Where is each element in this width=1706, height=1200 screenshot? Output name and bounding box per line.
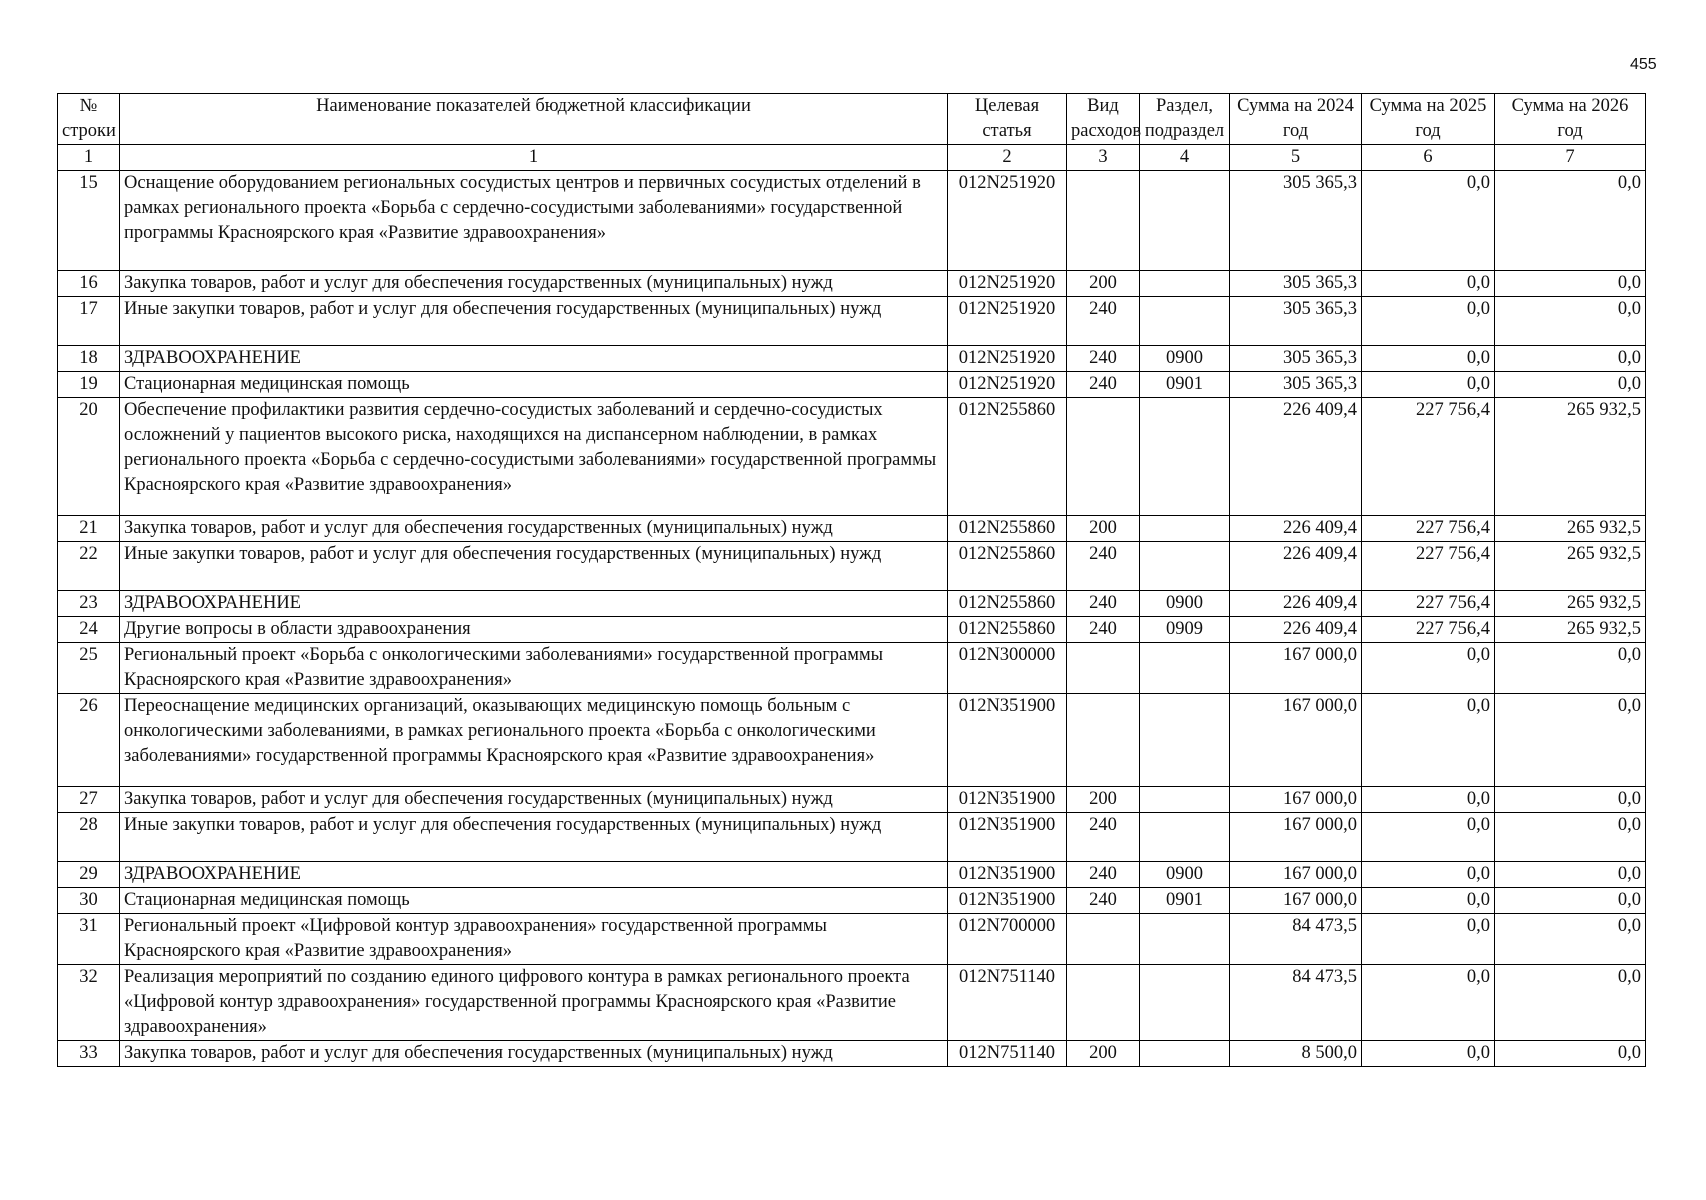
table-row [58, 372, 1646, 398]
row-expense-kind: 240 [1067, 862, 1140, 888]
page-number: 455 [1630, 56, 1657, 73]
row-sum-2024: 167 000,0 [1230, 643, 1362, 694]
table-row [58, 297, 1646, 346]
row-sum-2024: 226 409,4 [1230, 542, 1362, 591]
row-expense-kind [1067, 171, 1140, 271]
row-sum-2025: 0,0 [1362, 171, 1495, 271]
row-sum-2026: 0,0 [1495, 297, 1646, 346]
row-name: Реализация мероприятий по созданию единого цифрового контура в рамках регионального проекта «Цифровой контур здравоохранения» государственной программы Красноярского края «Развитие здравоохранения» [120, 965, 948, 1041]
row-sum-2026: 0,0 [1495, 1041, 1646, 1067]
row-section [1140, 813, 1230, 862]
row-number: 33 [58, 1041, 120, 1067]
row-number: 18 [58, 346, 120, 372]
header-target: Целевая статья [948, 94, 1067, 145]
row-number: 17 [58, 297, 120, 346]
row-sum-2025: 227 756,4 [1362, 617, 1495, 643]
row-sum-2026: 0,0 [1495, 914, 1646, 965]
row-sum-2026: 0,0 [1495, 787, 1646, 813]
row-section: 0900 [1140, 346, 1230, 372]
row-number: 29 [58, 862, 120, 888]
row-expense-kind [1067, 694, 1140, 787]
row-expense-kind [1067, 914, 1140, 965]
row-target-code: 012N255860 [948, 398, 1067, 516]
table-row [58, 617, 1646, 643]
row-section [1140, 787, 1230, 813]
row-sum-2025: 0,0 [1362, 1041, 1495, 1067]
row-section: 0909 [1140, 617, 1230, 643]
row-sum-2024: 167 000,0 [1230, 694, 1362, 787]
row-expense-kind: 240 [1067, 346, 1140, 372]
row-sum-2025: 0,0 [1362, 372, 1495, 398]
row-sum-2026: 265 932,5 [1495, 542, 1646, 591]
row-expense-kind: 240 [1067, 542, 1140, 591]
row-sum-2024: 84 473,5 [1230, 914, 1362, 965]
row-expense-kind: 200 [1067, 516, 1140, 542]
row-section: 0901 [1140, 372, 1230, 398]
row-number: 16 [58, 271, 120, 297]
row-target-code: 012N351900 [948, 888, 1067, 914]
col-number: 1 [58, 145, 120, 171]
row-name: ЗДРАВООХРАНЕНИЕ [120, 346, 948, 372]
row-target-code: 012N251920 [948, 346, 1067, 372]
row-sum-2025: 227 756,4 [1362, 542, 1495, 591]
row-number: 32 [58, 965, 120, 1041]
row-number: 28 [58, 813, 120, 862]
row-sum-2024: 167 000,0 [1230, 862, 1362, 888]
row-name: Оснащение оборудованием региональных сосудистых центров и первичных сосудистых отделений в рамках регионального проекта «Борьба с сердечно-сосудистыми заболеваниями» государственной программы Красноярского края «Развитие здравоохранения» [120, 171, 948, 271]
table-header-row [58, 94, 1646, 145]
budget-table [57, 93, 1646, 1067]
row-sum-2025: 0,0 [1362, 914, 1495, 965]
row-sum-2026: 265 932,5 [1495, 516, 1646, 542]
row-number: 21 [58, 516, 120, 542]
row-target-code: 012N751140 [948, 965, 1067, 1041]
row-number: 22 [58, 542, 120, 591]
row-sum-2025: 0,0 [1362, 888, 1495, 914]
table-row [58, 271, 1646, 297]
row-sum-2026: 0,0 [1495, 888, 1646, 914]
row-expense-kind: 240 [1067, 617, 1140, 643]
row-target-code: 012N351900 [948, 694, 1067, 787]
row-expense-kind: 240 [1067, 591, 1140, 617]
row-target-code: 012N700000 [948, 914, 1067, 965]
row-name: Иные закупки товаров, работ и услуг для обеспечения государственных (муниципальных) нужд [120, 813, 948, 862]
row-section [1140, 297, 1230, 346]
row-sum-2024: 305 365,3 [1230, 271, 1362, 297]
col-number: 4 [1140, 145, 1230, 171]
row-expense-kind: 240 [1067, 297, 1140, 346]
row-expense-kind: 200 [1067, 787, 1140, 813]
row-target-code: 012N351900 [948, 787, 1067, 813]
row-section [1140, 643, 1230, 694]
table-row [58, 398, 1646, 516]
header-sum-2025: Сумма на 2025 год [1362, 94, 1495, 145]
row-expense-kind [1067, 965, 1140, 1041]
row-name: Региональный проект «Цифровой контур здравоохранения» государственной программы Красноярского края «Развитие здравоохранения» [120, 914, 948, 965]
row-expense-kind: 240 [1067, 888, 1140, 914]
row-section [1140, 965, 1230, 1041]
table-row [58, 862, 1646, 888]
row-sum-2026: 0,0 [1495, 965, 1646, 1041]
row-name: Закупка товаров, работ и услуг для обеспечения государственных (муниципальных) нужд [120, 516, 948, 542]
table-row [58, 694, 1646, 787]
row-number: 26 [58, 694, 120, 787]
row-sum-2025: 0,0 [1362, 862, 1495, 888]
table-row [58, 591, 1646, 617]
row-sum-2024: 226 409,4 [1230, 516, 1362, 542]
row-expense-kind [1067, 398, 1140, 516]
row-target-code: 012N251920 [948, 171, 1067, 271]
row-number: 25 [58, 643, 120, 694]
row-name: Иные закупки товаров, работ и услуг для обеспечения государственных (муниципальных) нужд [120, 297, 948, 346]
col-number: 2 [948, 145, 1067, 171]
row-target-code: 012N751140 [948, 1041, 1067, 1067]
row-number: 31 [58, 914, 120, 965]
row-sum-2026: 0,0 [1495, 271, 1646, 297]
row-name: ЗДРАВООХРАНЕНИЕ [120, 591, 948, 617]
row-sum-2024: 226 409,4 [1230, 591, 1362, 617]
row-sum-2025: 0,0 [1362, 297, 1495, 346]
row-target-code: 012N300000 [948, 643, 1067, 694]
table-row [58, 542, 1646, 591]
row-sum-2026: 0,0 [1495, 346, 1646, 372]
row-name: Закупка товаров, работ и услуг для обеспечения государственных (муниципальных) нужд [120, 271, 948, 297]
table-row [58, 965, 1646, 1041]
row-name: Обеспечение профилактики развития сердечно-сосудистых заболеваний и сердечно-сосудистых осложнений у пациентов высокого риска, находящихся на диспансерном наблюдении, в рамках регионального проекта «Борьба с сердечно-сосудистыми заболеваниями» государственной программы Красноярского края «Развитие здравоохранения» [120, 398, 948, 516]
col-number: 3 [1067, 145, 1140, 171]
row-sum-2025: 0,0 [1362, 787, 1495, 813]
row-expense-kind [1067, 643, 1140, 694]
row-sum-2024: 167 000,0 [1230, 787, 1362, 813]
row-sum-2026: 0,0 [1495, 813, 1646, 862]
row-sum-2026: 265 932,5 [1495, 591, 1646, 617]
row-sum-2024: 305 365,3 [1230, 372, 1362, 398]
row-target-code: 012N251920 [948, 372, 1067, 398]
row-target-code: 012N255860 [948, 591, 1067, 617]
row-name: Закупка товаров, работ и услуг для обеспечения государственных (муниципальных) нужд [120, 787, 948, 813]
header-sum-2026: Сумма на 2026 год [1495, 94, 1646, 145]
row-name: Переоснащение медицинских организаций, оказывающих медицинскую помощь больным с онкологическими заболеваниями, в рамках регионального проекта «Борьба с онкологическими заболеваниями» государственной программы Красноярского края «Развитие здравоохранения» [120, 694, 948, 787]
table-row [58, 914, 1646, 965]
row-name: Другие вопросы в области здравоохранения [120, 617, 948, 643]
row-sum-2025: 0,0 [1362, 271, 1495, 297]
row-sum-2024: 226 409,4 [1230, 398, 1362, 516]
table-row [58, 813, 1646, 862]
col-number: 6 [1362, 145, 1495, 171]
row-sum-2025: 0,0 [1362, 965, 1495, 1041]
row-number: 24 [58, 617, 120, 643]
row-sum-2026: 0,0 [1495, 171, 1646, 271]
table-row [58, 643, 1646, 694]
col-number: 1 [120, 145, 948, 171]
row-section [1140, 694, 1230, 787]
table-row [58, 171, 1646, 271]
row-name: Закупка товаров, работ и услуг для обеспечения государственных (муниципальных) нужд [120, 1041, 948, 1067]
row-sum-2026: 0,0 [1495, 643, 1646, 694]
row-number: 15 [58, 171, 120, 271]
row-sum-2024: 226 409,4 [1230, 617, 1362, 643]
row-number: 19 [58, 372, 120, 398]
column-numbers-row [58, 145, 1646, 171]
row-sum-2024: 8 500,0 [1230, 1041, 1362, 1067]
row-sum-2024: 167 000,0 [1230, 888, 1362, 914]
row-section [1140, 171, 1230, 271]
row-sum-2025: 227 756,4 [1362, 398, 1495, 516]
header-sum-2024: Сумма на 2024 год [1230, 94, 1362, 145]
row-section [1140, 1041, 1230, 1067]
row-sum-2026: 0,0 [1495, 862, 1646, 888]
row-sum-2024: 305 365,3 [1230, 346, 1362, 372]
table-row [58, 346, 1646, 372]
row-number: 20 [58, 398, 120, 516]
col-number: 7 [1495, 145, 1646, 171]
row-sum-2025: 0,0 [1362, 346, 1495, 372]
row-section: 0901 [1140, 888, 1230, 914]
row-target-code: 012N351900 [948, 862, 1067, 888]
row-sum-2024: 84 473,5 [1230, 965, 1362, 1041]
row-expense-kind: 240 [1067, 813, 1140, 862]
row-section: 0900 [1140, 591, 1230, 617]
row-section [1140, 398, 1230, 516]
row-sum-2025: 0,0 [1362, 643, 1495, 694]
row-sum-2026: 0,0 [1495, 694, 1646, 787]
row-section [1140, 516, 1230, 542]
row-name: Стационарная медицинская помощь [120, 888, 948, 914]
row-expense-kind: 200 [1067, 271, 1140, 297]
header-section: Раздел, подраздел [1140, 94, 1230, 145]
row-target-code: 012N351900 [948, 813, 1067, 862]
table-row [58, 1041, 1646, 1067]
row-sum-2025: 227 756,4 [1362, 591, 1495, 617]
header-kind: Вид расходов [1067, 94, 1140, 145]
row-name: ЗДРАВООХРАНЕНИЕ [120, 862, 948, 888]
row-number: 23 [58, 591, 120, 617]
table-row [58, 888, 1646, 914]
row-sum-2024: 305 365,3 [1230, 171, 1362, 271]
row-number: 27 [58, 787, 120, 813]
row-section [1140, 542, 1230, 591]
row-target-code: 012N255860 [948, 516, 1067, 542]
row-expense-kind: 200 [1067, 1041, 1140, 1067]
row-target-code: 012N255860 [948, 542, 1067, 591]
row-target-code: 012N251920 [948, 297, 1067, 346]
row-name: Региональный проект «Борьба с онкологическими заболеваниями» государственной программы Красноярского края «Развитие здравоохранения» [120, 643, 948, 694]
row-sum-2026: 265 932,5 [1495, 398, 1646, 516]
row-target-code: 012N255860 [948, 617, 1067, 643]
row-section: 0900 [1140, 862, 1230, 888]
row-sum-2024: 305 365,3 [1230, 297, 1362, 346]
row-number: 30 [58, 888, 120, 914]
header-row-no: № строки [58, 94, 120, 145]
row-sum-2025: 0,0 [1362, 694, 1495, 787]
row-name: Стационарная медицинская помощь [120, 372, 948, 398]
table-row [58, 516, 1646, 542]
row-target-code: 012N251920 [948, 271, 1067, 297]
table-row [58, 787, 1646, 813]
row-sum-2025: 0,0 [1362, 813, 1495, 862]
row-sum-2026: 0,0 [1495, 372, 1646, 398]
col-number: 5 [1230, 145, 1362, 171]
row-name: Иные закупки товаров, работ и услуг для обеспечения государственных (муниципальных) нужд [120, 542, 948, 591]
row-sum-2024: 167 000,0 [1230, 813, 1362, 862]
row-sum-2026: 265 932,5 [1495, 617, 1646, 643]
row-section [1140, 271, 1230, 297]
header-name: Наименование показателей бюджетной классификации [120, 94, 948, 145]
row-section [1140, 914, 1230, 965]
row-sum-2025: 227 756,4 [1362, 516, 1495, 542]
row-expense-kind: 240 [1067, 372, 1140, 398]
